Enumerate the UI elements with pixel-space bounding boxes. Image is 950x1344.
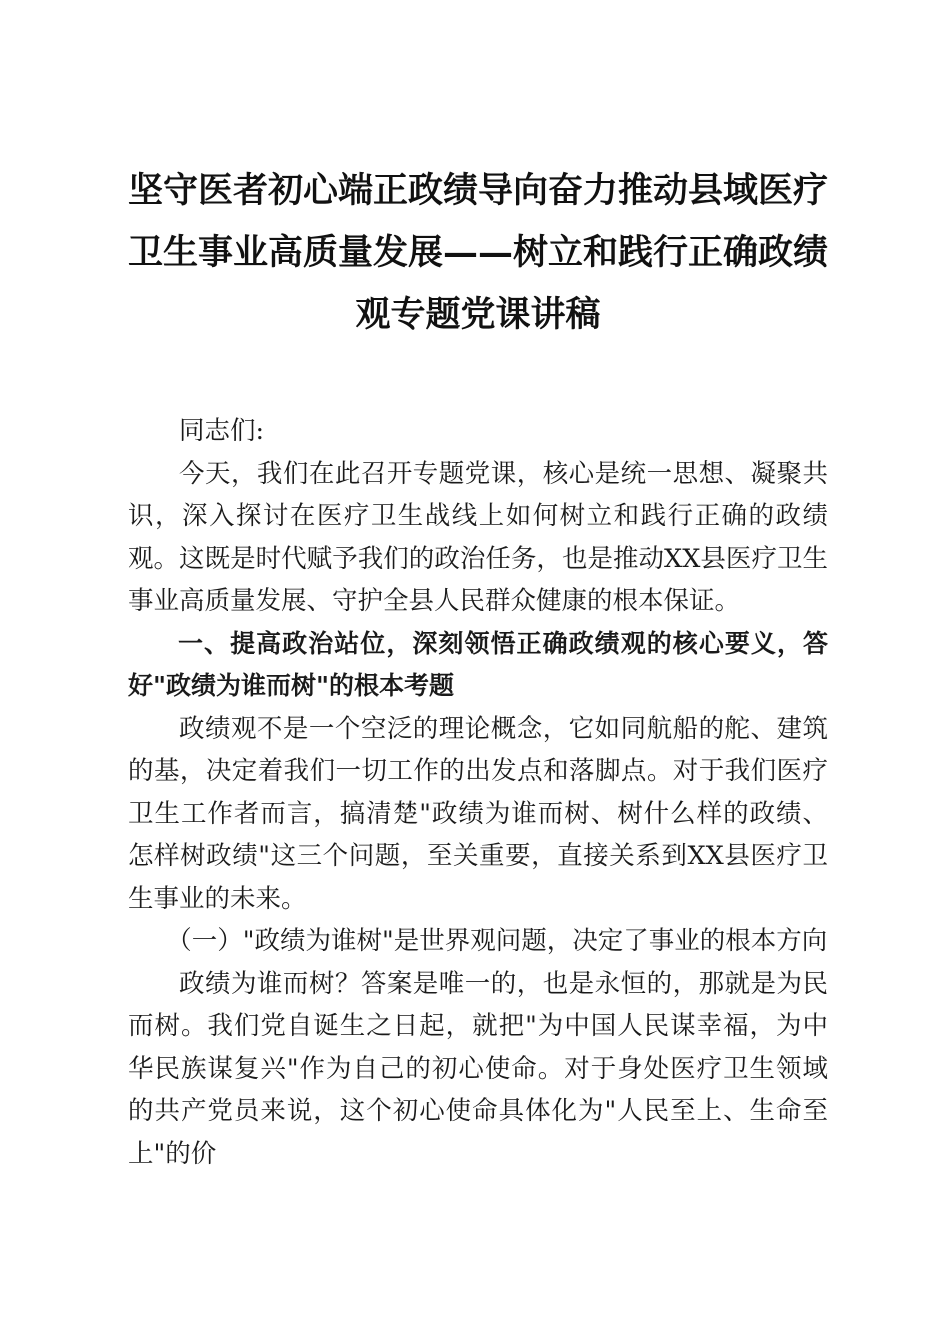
document-title: 坚守医者初心端正政绩导向奋力推动县域医疗卫生事业高质量发展——树立和践行正确政绩观专题党课讲稿 — [127, 170, 828, 335]
salutation: 同志们: — [179, 416, 265, 446]
body-paragraph: 政绩观不是一个空泛的理论概念，它如同航船的舵、建筑的基，决定着我们一切工作的出发点和落脚点。对于我们医疗卫生工作者而言，搞清楚"政绩为谁而树、树什么样的政绩、怎样树政绩"这三个问题，至关重要，直接关系到XX县医疗卫生事业的未来。 — [128, 713, 828, 914]
intro-paragraph: 今天，我们在此召开专题党课，核心是统一思想、凝聚共识，深入探讨在医疗卫生战线上如何树立和践行正确的政绩观。这既是时代赋予我们的政治任务，也是推动XX县医疗卫生事业高质量发展、守护全县人民群众健康的根本保证。 — [128, 458, 828, 616]
document-body — [128, 410, 828, 1175]
section-heading-1: 一、提高政治站位，深刻领悟正确政绩观的核心要义，答好"政绩为谁而树"的根本考题 — [128, 628, 828, 700]
body-paragraph: 政绩为谁而树？答案是唯一的，也是永恒的，那就是为民而树。我们党自诞生之日起，就把"为中国人民谋幸福，为中华民族谋复兴"作为自己的初心使命。对于身处医疗卫生领域的共产党员来说，这个初心使命具体化为"人民至上、生命至上"的价 — [128, 968, 828, 1169]
subsection-heading-1: （一）"政绩为谁树"是世界观问题，决定了事业的根本方向 — [166, 926, 828, 956]
